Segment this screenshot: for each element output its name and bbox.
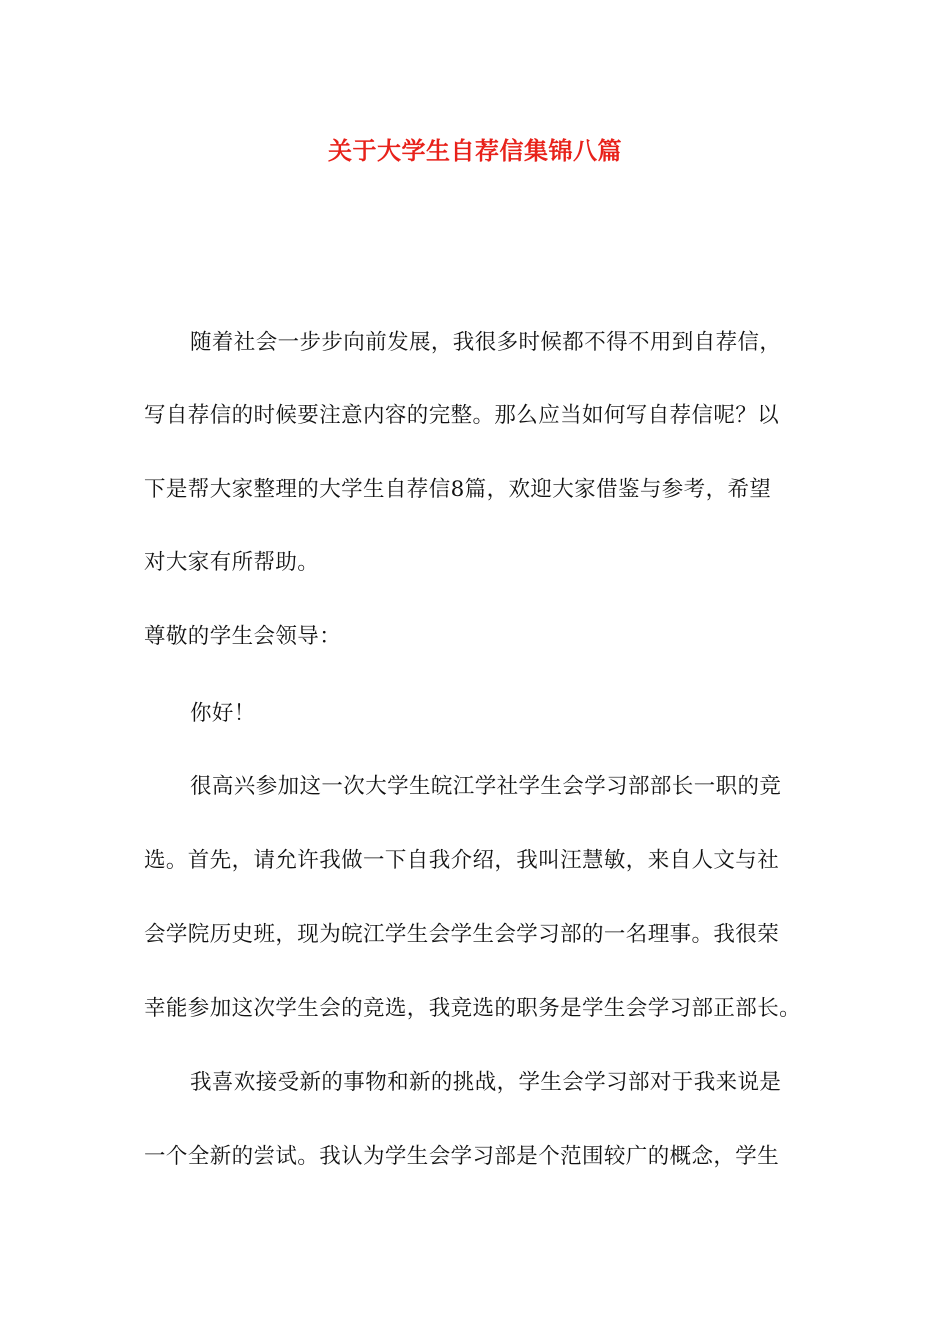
paragraph-line: 对大家有所帮助。: [144, 550, 320, 575]
document-title: 关于大学生自荐信集锦八篇: [328, 137, 622, 165]
paragraph-line: 幸能参加这次学生会的竞选，我竞选的职务是学生会学习部正部长。: [144, 996, 802, 1021]
paragraph-line: 选。首先，请允许我做一下自我介绍，我叫汪慧敏，来自人文与社: [144, 848, 780, 873]
paragraph-line: 一个全新的尝试。我认为学生会学习部是个范围较广的概念，学生: [144, 1144, 780, 1169]
paragraph-line: 随着社会一步步向前发展，我很多时候都不得不用到自荐信，: [190, 330, 782, 355]
paragraph-line: 下是帮大家整理的大学生自荐信8篇，欢迎大家借鉴与参考，希望: [144, 477, 772, 502]
paragraph-line: 我喜欢接受新的事物和新的挑战，学生会学习部对于我来说是: [190, 1070, 782, 1095]
paragraph-line: 写自荐信的时候要注意内容的完整。那么应当如何写自荐信呢？以: [144, 403, 780, 428]
greeting-line: 你好！: [190, 701, 256, 726]
salutation-line: 尊敬的学生会领导：: [144, 624, 342, 649]
paragraph-line: 很高兴参加这一次大学生皖江学社学生会学习部部长一职的竞: [190, 774, 782, 799]
paragraph-line: 会学院历史班，现为皖江学生会学生会学习部的一名理事。我很荣: [144, 922, 780, 947]
